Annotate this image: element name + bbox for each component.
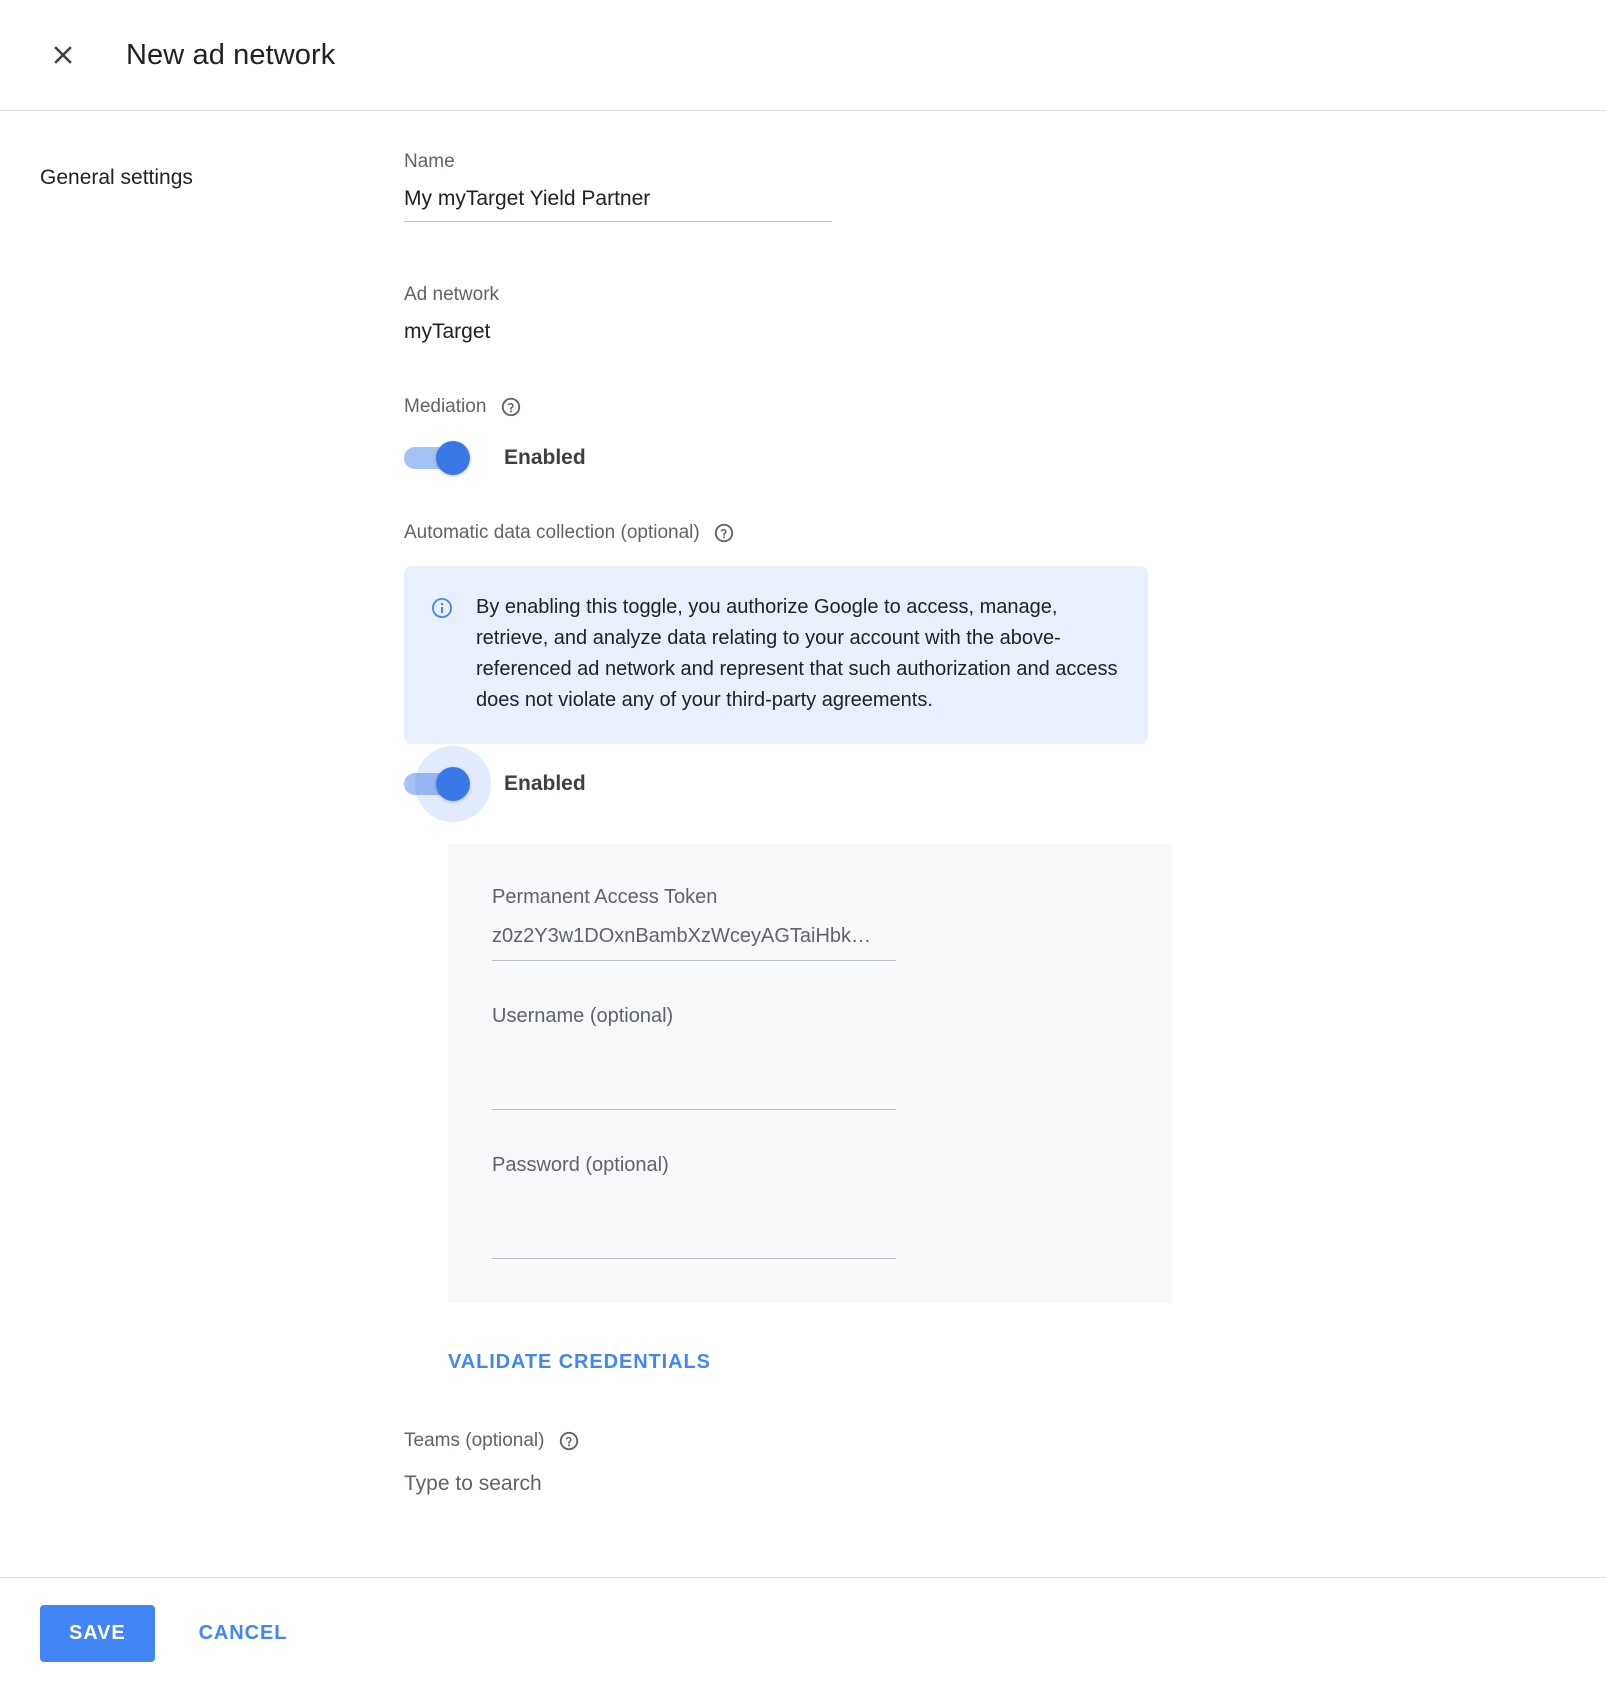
name-input[interactable] (404, 187, 832, 222)
username-input[interactable] (492, 1044, 896, 1110)
credentials-panel (448, 844, 1172, 1303)
close-button[interactable] (40, 32, 86, 78)
permanent-access-token-input[interactable] (492, 925, 896, 961)
dialog-content (0, 111, 1606, 1577)
username-group (492, 1005, 1172, 1110)
help-icon[interactable] (558, 1430, 580, 1452)
automatic-data-collection-label-text: Automatic data collection (optional) (404, 522, 700, 544)
password-group (492, 1154, 1172, 1259)
teams-label (404, 1430, 1504, 1452)
automatic-data-collection-toggle-label: Enabled (504, 772, 586, 796)
automatic-data-collection-group (404, 522, 1504, 796)
automatic-data-collection-toggle[interactable] (404, 773, 466, 795)
automatic-data-collection-label (404, 522, 1504, 544)
teams-group (404, 1430, 1504, 1496)
validate-credentials-button[interactable]: VALIDATE CREDENTIALS (448, 1351, 711, 1374)
help-icon[interactable] (500, 396, 522, 418)
password-input[interactable] (492, 1193, 896, 1259)
username-label: Username (optional) (492, 1005, 674, 1028)
teams-label-text: Teams (optional) (404, 1430, 545, 1452)
teams-search-input[interactable]: Type to search (404, 1472, 542, 1496)
password-label: Password (optional) (492, 1154, 669, 1177)
ad-network-group (404, 284, 1504, 344)
permanent-access-token-label: Permanent Access Token (492, 886, 718, 909)
authorization-info-text: By enabling this toggle, you authorize Google to access, manage, retrieve, and analyze data relating to your account with the above-referenced ad network and represent that such authorization and access does not violate any of your third-party agreements. (476, 596, 1118, 712)
mediation-group (404, 396, 1504, 470)
name-label: Name (404, 151, 455, 172)
dialog-header (0, 0, 1606, 111)
mediation-label-text: Mediation (404, 396, 487, 418)
general-settings-form (404, 151, 1504, 1496)
ad-network-value: myTarget (404, 320, 491, 343)
section-label-general-settings: General settings (40, 166, 193, 189)
mediation-toggle[interactable] (404, 447, 466, 469)
automatic-data-collection-toggle-knob (436, 767, 470, 801)
info-icon (430, 596, 454, 625)
authorization-info-box (404, 566, 1148, 744)
ad-network-label: Ad network (404, 284, 500, 305)
cancel-button[interactable]: CANCEL (187, 1612, 300, 1655)
page-title: New ad network (126, 38, 336, 71)
mediation-toggle-row (404, 446, 1504, 470)
close-icon (48, 40, 78, 70)
mediation-label (404, 396, 1504, 418)
automatic-data-collection-toggle-row (404, 772, 1504, 796)
mediation-toggle-label: Enabled (504, 446, 586, 470)
save-button[interactable]: SAVE (40, 1605, 155, 1662)
permanent-access-token-group (492, 886, 1172, 961)
help-icon[interactable] (713, 522, 735, 544)
mediation-toggle-knob (436, 441, 470, 475)
dialog-footer (0, 1577, 1606, 1688)
name-field-group (404, 151, 1504, 222)
